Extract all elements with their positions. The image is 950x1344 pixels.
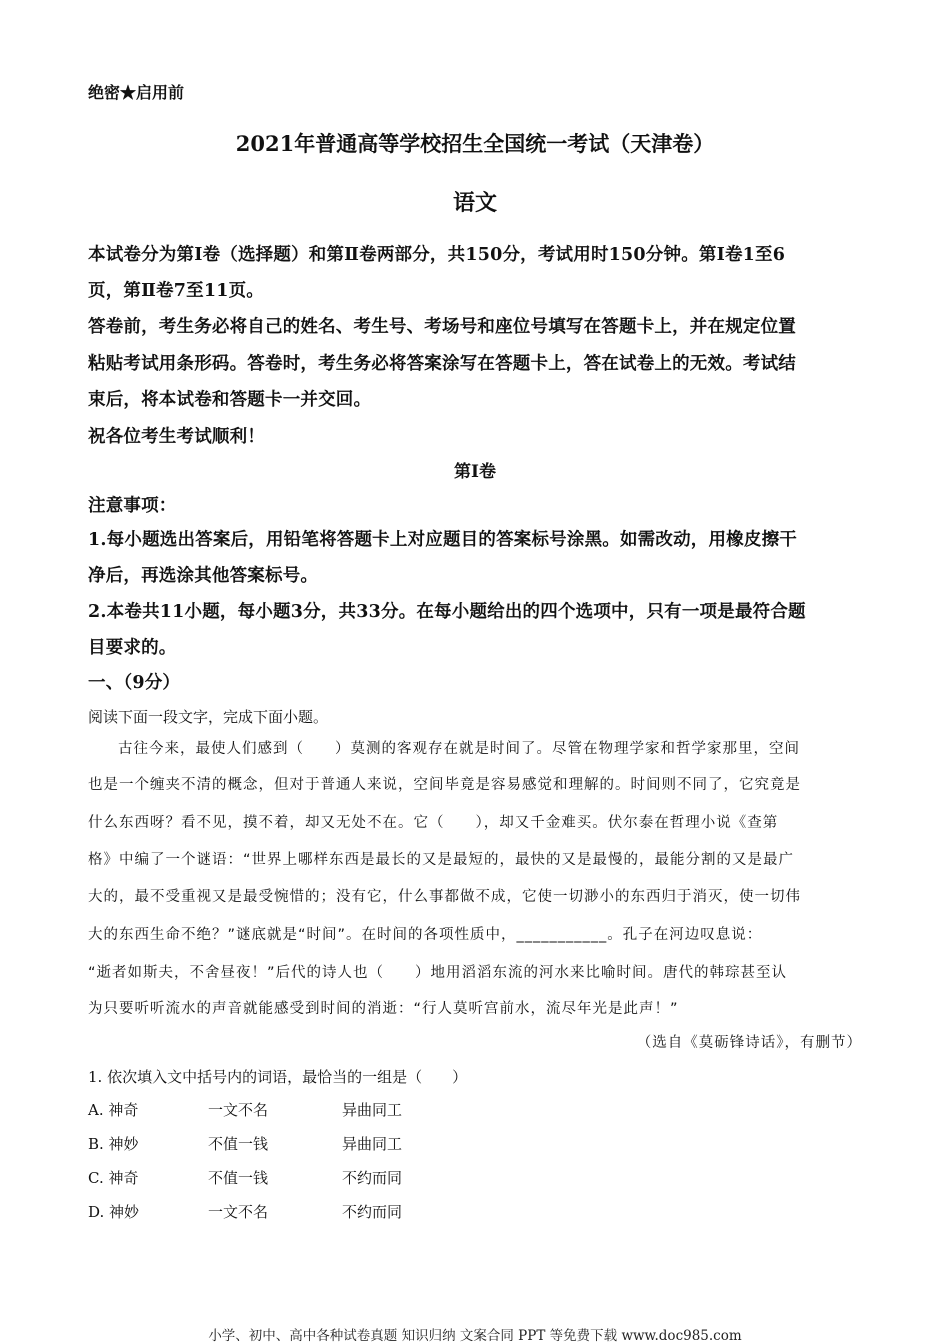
option-b-word-2: 不值一钱 <box>208 1135 269 1153</box>
instruction-line-2: 页，第Ⅱ卷7至11页。 <box>88 281 264 301</box>
option-c-label: C. 神奇 <box>88 1169 139 1187</box>
option-d-word-3: 不约而同 <box>342 1203 403 1221</box>
option-c-word-2: 不值一钱 <box>208 1169 269 1187</box>
exam-title: 2021年普通高等学校招生全国统一考试（天津卷） <box>235 131 715 156</box>
instruction-line-5: 束后，将本试卷和答题卡一并交回。 <box>88 390 372 410</box>
note-1-line-a: 1.每小题选出答案后，用铅笔将答题卡上对应题目的答案标号涂黑。如需改动，用橡皮擦干 <box>88 530 797 550</box>
instruction-line-1: 本试卷分为第Ⅰ卷（选择题）和第Ⅱ卷两部分，共150分，考试用时150分钟。第Ⅰ卷1至6 <box>88 245 786 265</box>
instruction-line-4: 粘贴考试用条形码。答卷时，考生务必将答案涂写在答题卡上，答在试卷上的无效。考试结 <box>88 354 796 374</box>
passage-line-2: 也是一个缠夹不清的概念，但对于普通人来说，空间毕竟是容易感觉和理解的。时间则不同了，它究竟是 <box>88 777 801 793</box>
reading-prompt: 阅读下面一段文字，完成下面小题。 <box>88 708 329 726</box>
passage-line-6: 大的东西生命不绝？”谜底就是“时间”。在时间的各项性质中，___________。孔子在河边叹息说： <box>88 927 763 943</box>
footer-text: 小学、初中、高中各种试卷真题 知识归纳 文案合同 PPT 等免费下载 www.doc985.com <box>208 1328 742 1344</box>
option-b-word-3: 异曲同工 <box>342 1135 403 1153</box>
subject-title: 语文 <box>452 190 497 216</box>
passage-line-8: 为只要听听流水的声音就能感受到时间的消逝：“行人莫听宫前水，流尽年光是此声！” <box>88 1001 679 1017</box>
secrecy-label: 绝密★启用前 <box>88 83 185 102</box>
option-d-word-2: 一文不名 <box>208 1203 269 1221</box>
note-1-line-b: 净后，再选涂其他答案标号。 <box>88 566 319 586</box>
instruction-line-3: 答卷前，考生务必将自己的姓名、考生号、考场号和座位号填写在答题卡上，并在规定位置 <box>88 317 796 337</box>
note-2-line-b: 目要求的。 <box>88 638 177 658</box>
notes-title: 注意事项： <box>88 496 177 516</box>
option-a-word-3: 异曲同工 <box>342 1101 403 1119</box>
section-heading: 第Ⅰ卷 <box>454 462 496 482</box>
option-a-word-2: 一文不名 <box>208 1101 269 1119</box>
option-d-label: D. 神妙 <box>88 1203 140 1221</box>
note-2-line-a: 2.本卷共11小题，每小题3分，共33分。在每小题给出的四个选项中，只有一项是最符合题 <box>88 602 806 622</box>
passage-line-5: 大的，最不受重视又是最受惋惜的；没有它，什么事都做不成，它使一切渺小的东西归于消灭，使一切伟 <box>88 889 801 905</box>
instruction-line-6: 祝各位考生考试顺利！ <box>88 427 265 447</box>
passage-source: （选自《莫砺锋诗话》，有删节） <box>636 1035 862 1051</box>
part-title: 一、（9分） <box>88 673 181 693</box>
option-c-word-3: 不约而同 <box>342 1169 403 1187</box>
passage-line-3: 什么东西呀？看不见，摸不着，却又无处不在。它（ ），却又千金难买。伏尔泰在哲理小说《查第 <box>88 815 779 831</box>
option-a-label: A. 神奇 <box>88 1101 139 1119</box>
passage-line-1: 古往今来，最使人们感到（ ）莫测的客观存在就是时间了。尽管在物理学家和哲学家那里，空间 <box>118 741 800 757</box>
question-1-stem: 1. 依次填入文中括号内的词语，最恰当的一组是（ ） <box>88 1068 468 1086</box>
option-b-label: B. 神妙 <box>88 1135 139 1153</box>
passage-line-4: 格》中编了一个谜语：“世界上哪样东西是最长的又是最短的，最快的又是最慢的，最能分割的又是最广 <box>88 852 795 868</box>
passage-line-7: “逝者如斯夫，不舍昼夜！”后代的诗人也（ ）地用滔滔东流的河水来比喻时间。唐代的韩琮甚至认 <box>88 965 788 981</box>
